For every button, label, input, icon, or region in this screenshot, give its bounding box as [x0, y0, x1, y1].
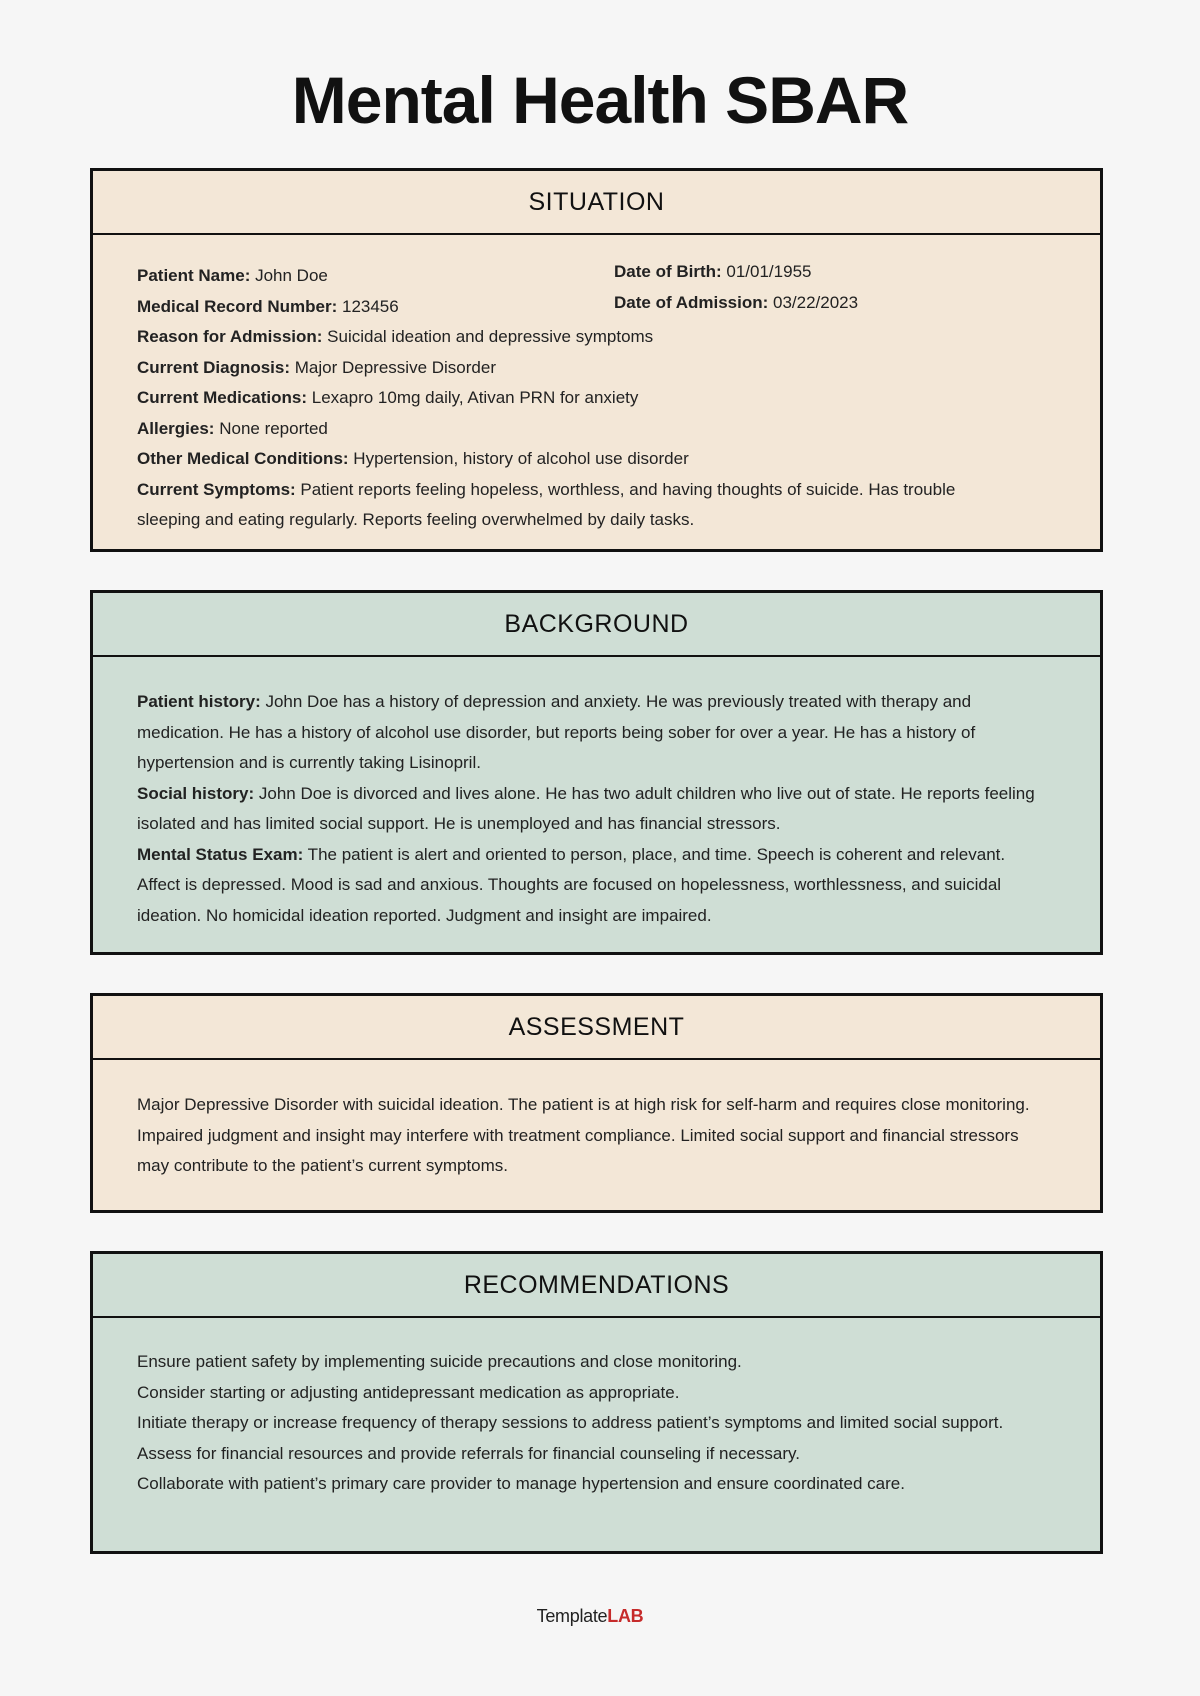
social-history-label: Social history: [137, 783, 255, 803]
recommendations-body [93, 1318, 1100, 1500]
recommendations-section [90, 1251, 1103, 1554]
assessment-body [93, 1060, 1100, 1182]
logo-text-template: Template [536, 1606, 608, 1626]
dob-label: Date of Birth: [614, 262, 722, 281]
mrn-field [137, 292, 614, 323]
reason-label: Reason for Admission: [137, 327, 323, 346]
mental-status-field [137, 840, 1040, 932]
mrn-value: 123456 [337, 296, 399, 316]
recommendation-item: Assess for financial resources and provide referrals for financial counseling if necessary. [137, 1443, 800, 1463]
mental-status-value: The patient is alert and oriented to person, place, and time. Speech is coherent and relevant. Affect is depressed. Mood is sad and anxious. Thoughts are focused on hopelessness, worthlessness, and suicidal ideation. No homicidal ideation reported. Judgment and insight are impaired. [137, 844, 1006, 925]
logo-text-lab: LAB [607, 1606, 644, 1626]
situation-body [93, 235, 1100, 536]
other-conditions-field [137, 444, 1056, 475]
other-conditions-label: Other Medical Conditions: [137, 449, 349, 468]
recommendation-item: Initiate therapy or increase frequency of therapy sessions to address patient’s symptoms and limited social support. [137, 1413, 1004, 1432]
background-body [93, 657, 1100, 931]
allergies-value: None reported [214, 418, 328, 438]
doa-label: Date of Admission: [614, 292, 769, 312]
social-history-field [137, 779, 1040, 840]
situation-section [90, 168, 1103, 552]
other-conditions-value: Hypertension, history of alcohol use disorder [348, 449, 689, 468]
page-title: Mental Health SBAR [291, 63, 909, 137]
symptoms-label: Current Symptoms: [137, 479, 296, 499]
mental-status-label: Mental Status Exam: [137, 844, 304, 864]
recommendations-header: RECOMMENDATIONS [93, 1254, 1100, 1318]
patient-name-value: John Doe [250, 266, 328, 285]
reason-field [137, 322, 1056, 353]
assessment-header: ASSESSMENT [93, 996, 1100, 1060]
patient-history-label: Patient history: [137, 692, 261, 711]
symptoms-value: Patient reports feeling hopeless, worthless, and having thoughts of suicide. Has trouble sleeping and eating regularly. Reports feeling overwhelmed by daily tasks. [137, 479, 956, 529]
diagnosis-value: Major Depressive Disorder [290, 357, 496, 377]
dob-value: 01/01/1955 [721, 262, 812, 281]
situation-header: SITUATION [93, 171, 1100, 235]
diagnosis-label: Current Diagnosis: [137, 357, 291, 377]
medications-value: Lexapro 10mg daily, Ativan PRN for anxiety [307, 388, 639, 407]
recommendation-item: Consider starting or adjusting antidepressant medication as appropriate. [137, 1382, 680, 1402]
medications-field [137, 383, 1056, 414]
dob-field [614, 257, 1056, 288]
allergies-label: Allergies: [137, 418, 215, 438]
doa-field [614, 288, 1056, 319]
assessment-section [90, 993, 1103, 1213]
medications-label: Current Medications: [137, 388, 308, 407]
reason-value: Suicidal ideation and depressive symptoms [322, 327, 654, 346]
doa-value: 03/22/2023 [768, 292, 859, 312]
social-history-value: John Doe is divorced and lives alone. He has two adult children who live out of state. He reports feeling isolated and has limited social support. He is unemployed and has financial stressors. [137, 783, 1035, 833]
patient-name-label: Patient Name: [137, 266, 251, 285]
recommendation-item: Collaborate with patient’s primary care provider to manage hypertension and ensure coordinated care. [137, 1474, 905, 1493]
background-section [90, 590, 1103, 955]
patient-history-value: John Doe has a history of depression and anxiety. He was previously treated with therapy and medication. He has a history of alcohol use disorder, but reports being sober for over a year. He has a history of hypertension and is currently taking Lisinopril. [137, 692, 976, 772]
mrn-label: Medical Record Number: [137, 296, 338, 316]
diagnosis-field [137, 353, 1056, 384]
assessment-text: Major Depressive Disorder with suicidal ideation. The patient is at high risk for self-harm and requires close monitoring. Impaired judgment and insight may interfere with treatment compliance. Limited social support and financial stressors may contribute to the patient’s current symptoms. [137, 1095, 1030, 1175]
allergies-field [137, 414, 1056, 445]
patient-history-field [137, 687, 1040, 779]
recommendation-item: Ensure patient safety by implementing suicide precautions and close monitoring. [137, 1352, 742, 1371]
background-header: BACKGROUND [93, 593, 1100, 657]
templatelab-logo [0, 1606, 1180, 1627]
symptoms-field [137, 475, 1056, 536]
patient-name-field [137, 261, 614, 292]
